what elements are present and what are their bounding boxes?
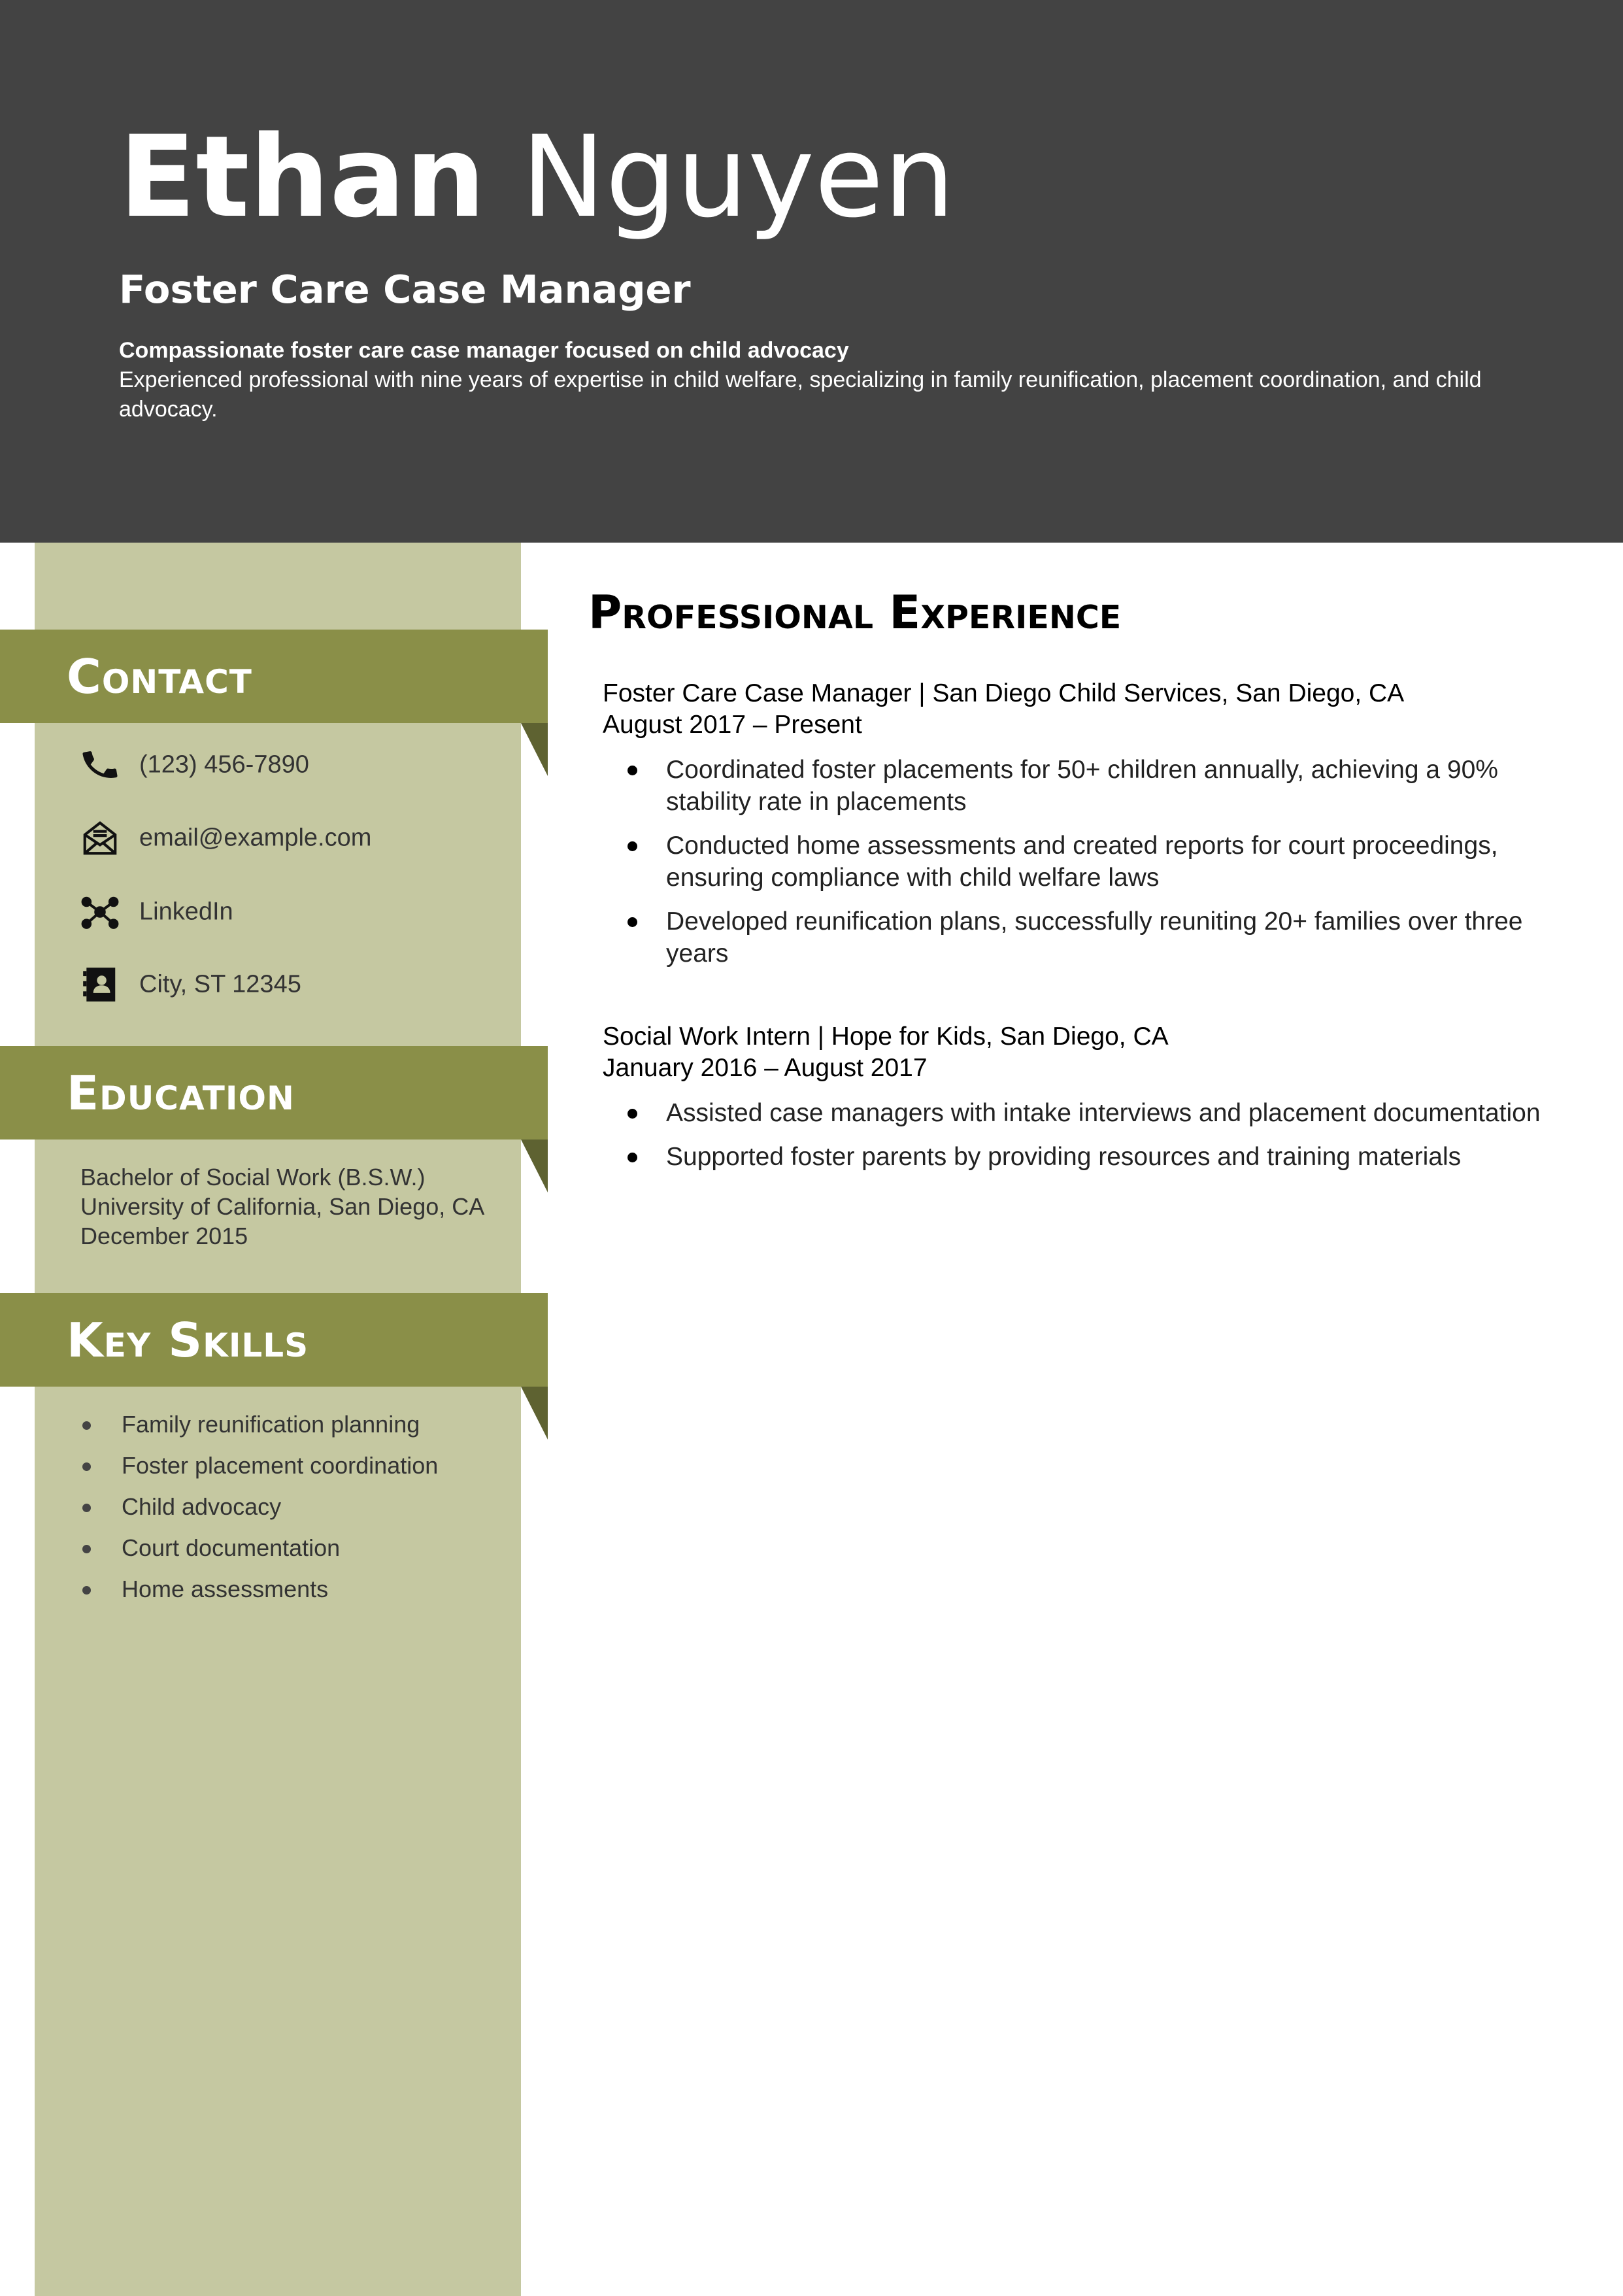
network-icon	[80, 892, 120, 932]
contact-email[interactable]	[80, 817, 372, 859]
resume-header	[0, 0, 1623, 543]
job-entry	[603, 678, 1583, 981]
list-item: Family reunification planning	[82, 1411, 438, 1452]
experience-title: Professional Experience	[588, 586, 1122, 639]
summary-heading: Compassionate foster care case manager focused on child advocacy	[119, 338, 849, 363]
contact-title: Contact	[67, 649, 252, 704]
summary-text: Experienced professional with nine years of expertise in child welfare, specializing in family reunification, placement coordination, and child advocacy.	[119, 367, 1482, 422]
job-entry	[603, 1021, 1583, 1185]
job-dates: January 2016 – August 2017	[603, 1054, 928, 1082]
phone-icon	[80, 745, 120, 785]
envelope-icon	[80, 818, 120, 858]
email-text: email@example.com	[139, 824, 372, 852]
phone-text: (123) 456-7890	[139, 751, 309, 779]
list-item: Conducted home assessments and created reports for court proceedings, ensuring compliance with child welfare laws	[603, 830, 1583, 894]
skills-section-header	[0, 1293, 548, 1387]
contact-phone[interactable]	[80, 744, 309, 786]
education-school: University of California, San Diego, CA	[80, 1193, 485, 1220]
contact-address	[80, 964, 301, 1005]
last-name: Nguyen	[521, 111, 955, 243]
job-role: Social Work Intern | Hope for Kids, San Diego, CA	[603, 1022, 1169, 1051]
list-item: Home assessments	[82, 1576, 438, 1617]
list-item: Coordinated foster placements for 50+ children annually, achieving a 90% stability rate in placements	[603, 754, 1583, 818]
address-text: City, ST 12345	[139, 970, 301, 998]
list-item: Child advocacy	[82, 1493, 438, 1534]
list-item: Court documentation	[82, 1534, 438, 1576]
education-degree: Bachelor of Social Work (B.S.W.)	[80, 1164, 426, 1190]
candidate-name	[119, 111, 955, 243]
education-entry	[80, 1162, 484, 1251]
education-date: December 2015	[80, 1223, 248, 1249]
linkedin-text: LinkedIn	[139, 898, 233, 926]
education-section-header	[0, 1046, 548, 1140]
list-item: Developed reunification plans, successfully reuniting 20+ families over three years	[603, 905, 1583, 970]
job-bullets	[603, 1097, 1583, 1173]
job-role: Foster Care Case Manager | San Diego Child Services, San Diego, CA	[603, 679, 1405, 707]
first-name: Ethan	[119, 111, 486, 243]
contact-band-fold	[521, 723, 548, 776]
job-dates: August 2017 – Present	[603, 711, 862, 739]
education-band-fold	[521, 1140, 548, 1192]
list-item: Assisted case managers with intake interviews and placement documentation	[603, 1097, 1583, 1129]
skills-list	[82, 1411, 438, 1617]
list-item: Supported foster parents by providing resources and training materials	[603, 1141, 1583, 1173]
job-title: Foster Care Case Manager	[119, 267, 691, 312]
contact-section-header	[0, 630, 548, 723]
address-book-icon	[80, 964, 120, 1005]
contact-linkedin[interactable]	[80, 891, 233, 933]
skills-band-fold	[521, 1387, 548, 1440]
education-title: Education	[67, 1066, 295, 1121]
list-item: Foster placement coordination	[82, 1452, 438, 1493]
skills-title: Key Skills	[67, 1313, 309, 1368]
job-bullets	[603, 754, 1583, 970]
